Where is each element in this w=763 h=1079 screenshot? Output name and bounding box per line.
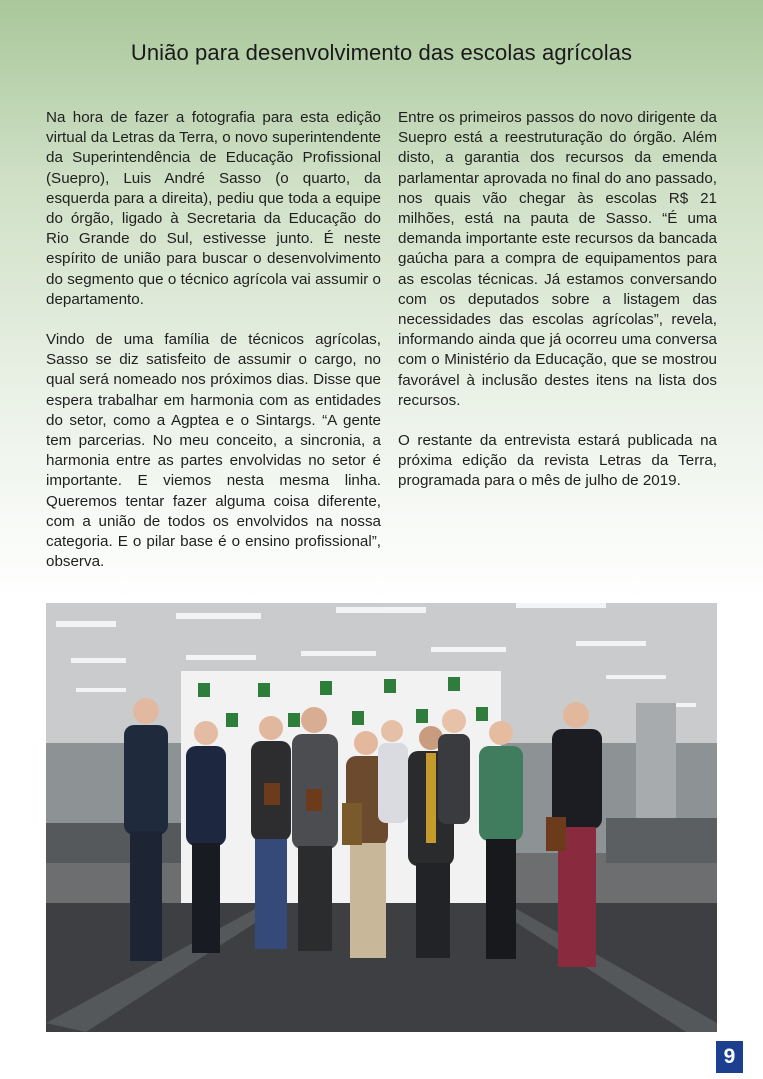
paragraph: Vindo de uma família de técnicos agrícolas, Sasso se diz satisfeito de assumir o cargo, no qual será nomeado nos próximos dias. Disse que espera trabalhar em harmonia com as entidades do setor, como a Agptea e o Sintargs. “A gente tem parcerias. No meu conceito, a sincronia, a harmonia entre as partes envolvidas no setor é importante. E viemos nesta mesma linha. Queremos tentar fazer alguma coisa diferente, com a união de todos os envolvidos na nossa categoria. E o pilar base é o ensino profissional”, observa. [46, 331, 381, 571]
page-title: União para desenvolvimento das escolas agrícolas [130, 40, 633, 65]
page-number: 9 [716, 1041, 743, 1073]
right-column [398, 108, 717, 512]
left-column [46, 108, 381, 592]
paragraph: O restante da entrevista estará publicada na próxima edição da revista Letras da Terra, programada para o mês de julho de 2019. [398, 432, 717, 490]
group-photo [46, 603, 717, 1032]
paragraph: Entre os primeiros passos do novo dirigente da Suepro está a reestruturação do órgão. Além disto, a garantia dos recursos da emenda parlamentar aprovada no final do ano passado, nos quais vão chegar às escolas R$ 21 milhões, está na pauta de Sasso. “É uma demanda importante este recursos da bancada gaúcha para a compra de equipamentos para as escolas técnicas. Já estamos conversando com os deputados sobre a listagem das necessidades das escolas agrícolas”, revela, informando ainda que já ocorreu uma conversa com o Ministério da Educação, que se mostrou favorável à inclusão destes itens na lista dos recursos. [398, 109, 717, 409]
paragraph: Na hora de fazer a fotografia para esta edição virtual da Letras da Terra, o novo superintendente da Superintendência de Educação Profissional (Suepro), Luis André Sasso (o quarto, da esquerda para a direita), pediu que toda a equipe do órgão, ligado à Secretaria da Educação do Rio Grande do Sul, estivesse junto. É neste espírito de união para buscar o desenvolvimento do segmento que o técnico agrícola vai assumir o departamento. [46, 109, 381, 308]
